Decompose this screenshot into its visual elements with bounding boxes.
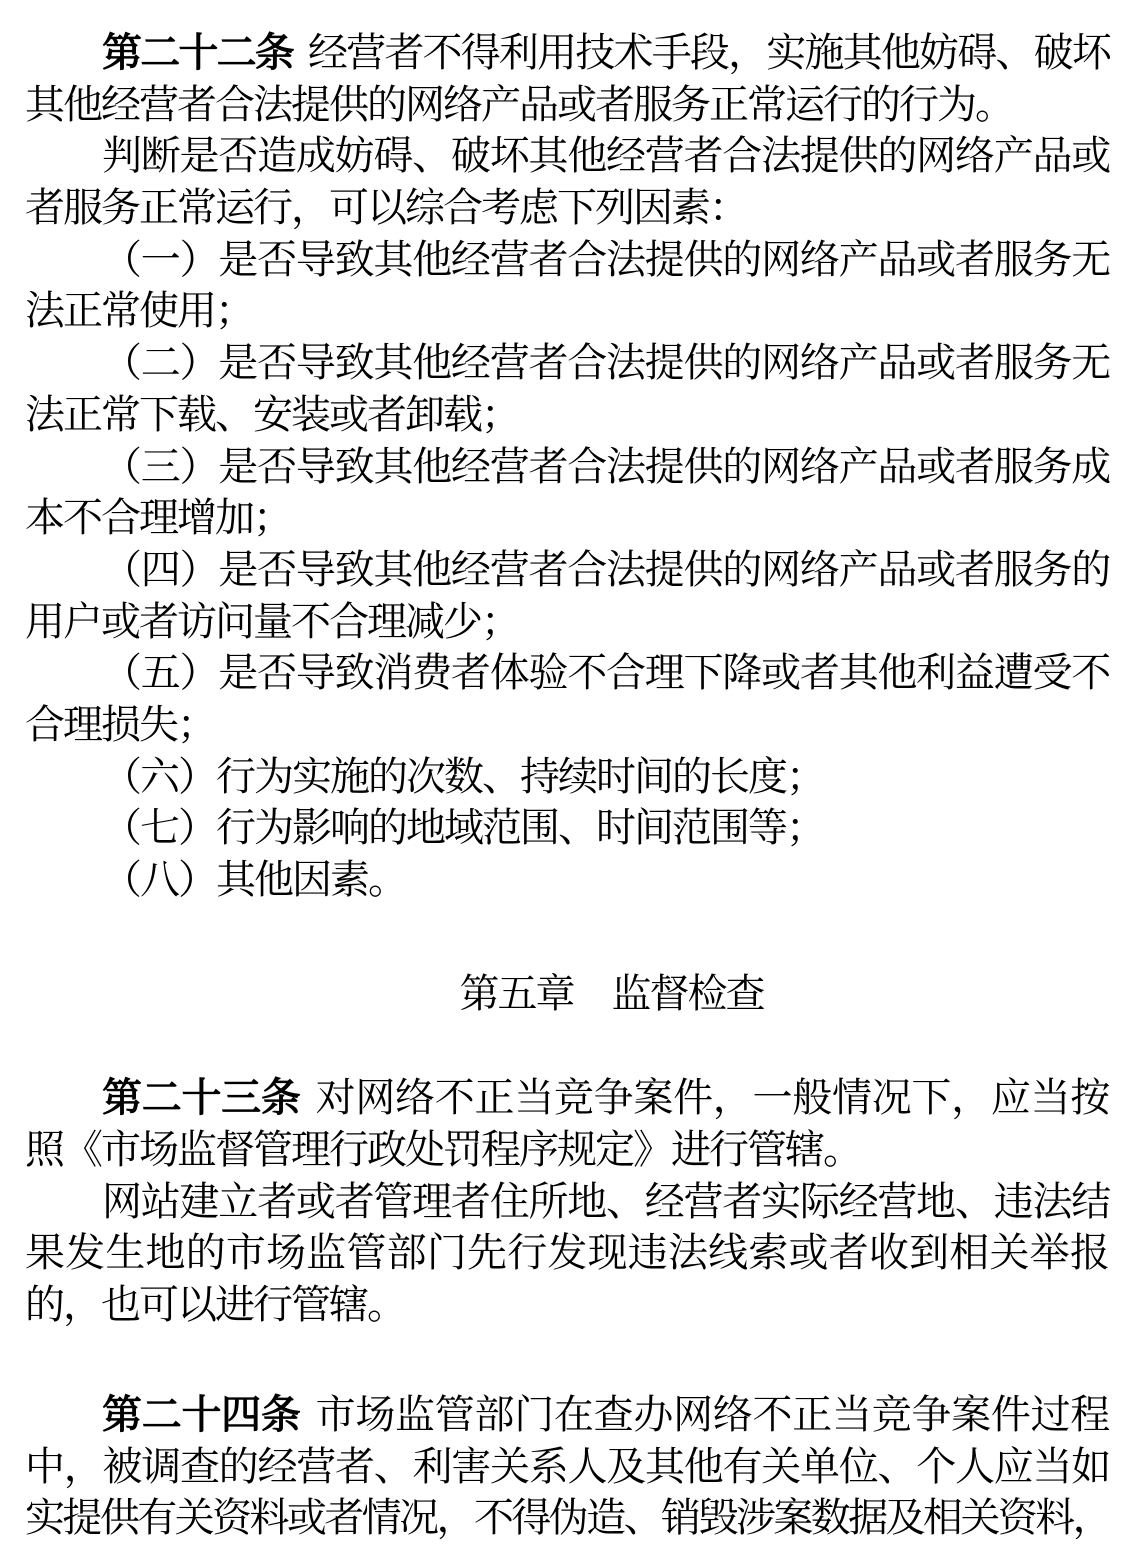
line-text: 市场监管部门在查办网络不正当竞争案件过程	[315, 1392, 1111, 1437]
line-text: 经营者不得利用技术手段，实施其他妨碍、破坏	[307, 31, 1111, 75]
line-text: 照《市场监督管理行政处罚程序规定》进行管辖。	[25, 1128, 861, 1173]
line-text: （五）是否导致消费者体验不合理下降或者其他利益遭受不	[102, 651, 1110, 696]
text-line	[25, 80, 1110, 132]
line-text: 其他经营者合法提供的网络产品或者服务正常运行的行为。	[25, 82, 1013, 127]
line-text: （八）其他因素。	[102, 858, 406, 902]
paragraph-judgment-factors	[25, 131, 1110, 234]
paragraph-item-5	[25, 648, 1110, 751]
text-line	[25, 597, 1110, 649]
text-line	[25, 131, 1110, 183]
line-text: 判断是否造成妨碍、破坏其他经营者合法提供的网络产品或	[102, 134, 1110, 179]
line-text: （四）是否导致其他经营者合法提供的网络产品或者服务的	[102, 547, 1110, 592]
text-line	[25, 338, 1110, 390]
text-line	[25, 700, 1110, 752]
line-text: 网站建立者或者管理者住所地、经营者实际经营地、违法结	[102, 1179, 1110, 1224]
text-line	[25, 442, 1110, 494]
text-line	[25, 1390, 1110, 1442]
paragraph-item-7	[25, 803, 1110, 855]
line-text: （二）是否导致其他经营者合法提供的网络产品或者服务无	[102, 341, 1110, 386]
line-text: 用户或者访问量不合理减少；	[25, 599, 519, 644]
chapter-heading-text: 第五章 监督检查	[459, 971, 764, 1016]
text-line	[25, 752, 1110, 804]
line-text: 法正常使用；	[25, 289, 253, 334]
line-text: （三）是否导致其他经营者合法提供的网络产品或者服务成	[102, 444, 1110, 489]
line-text: 者服务正常运行，可以综合考虑下列因素：	[25, 186, 747, 231]
text-line	[25, 1280, 1110, 1332]
paragraph-article-22	[25, 28, 1110, 131]
article-number: 第二十三条	[102, 1076, 301, 1121]
text-line	[25, 235, 1110, 287]
paragraph-item-3	[25, 442, 1110, 545]
line-text: 合理损失；	[25, 702, 215, 747]
text-line	[25, 545, 1110, 597]
paragraph-jurisdiction	[25, 1177, 1110, 1332]
text-line	[25, 390, 1110, 442]
line-text: （一）是否导致其他经营者合法提供的网络产品或者服务无	[102, 237, 1110, 282]
line-text: （六）行为实施的次数、持续时间的长度；	[102, 754, 824, 799]
line-text: 中，被调查的经营者、利害关系人及其他有关单位、个人应当如	[25, 1444, 1110, 1489]
paragraph-item-8	[25, 855, 1110, 907]
text-line	[25, 1493, 1110, 1545]
paragraph-item-6	[25, 752, 1110, 804]
line-text: 法正常下载、安装或者卸载；	[25, 392, 519, 437]
text-line	[25, 1228, 1110, 1280]
article-number: 第二十四条	[102, 1392, 301, 1437]
line-text: 实提供有关资料或者情况，不得伪造、销毁涉案数据及相关资料，	[25, 1496, 1110, 1541]
line-text: 本不合理增加；	[25, 496, 291, 541]
text-line	[25, 855, 1110, 907]
text-line	[25, 286, 1110, 338]
paragraph-item-2	[25, 338, 1110, 441]
line-text: （七）行为影响的地域范围、时间范围等；	[102, 806, 824, 851]
paragraph-item-4	[25, 545, 1110, 648]
text-line	[25, 1177, 1110, 1229]
line-text: 的，也可以进行管辖。	[25, 1283, 405, 1328]
line-text: 果发生地的市场监管部门先行发现违法线索或者收到相关举报	[25, 1231, 1110, 1276]
text-line	[25, 803, 1110, 855]
text-line	[25, 493, 1110, 545]
paragraph-article-23	[25, 1073, 1110, 1176]
paragraph-item-1	[25, 235, 1110, 338]
chapter-heading	[113, 969, 1110, 1021]
text-line	[25, 28, 1110, 80]
text-line	[25, 1442, 1110, 1494]
paragraph-article-24	[25, 1390, 1110, 1545]
text-line	[25, 1125, 1110, 1177]
text-line	[25, 1073, 1110, 1125]
text-line	[25, 648, 1110, 700]
article-number: 第二十二条	[102, 31, 293, 75]
line-text: 对网络不正当竞争案件，一般情况下，应当按	[315, 1076, 1111, 1121]
text-line	[25, 183, 1110, 235]
